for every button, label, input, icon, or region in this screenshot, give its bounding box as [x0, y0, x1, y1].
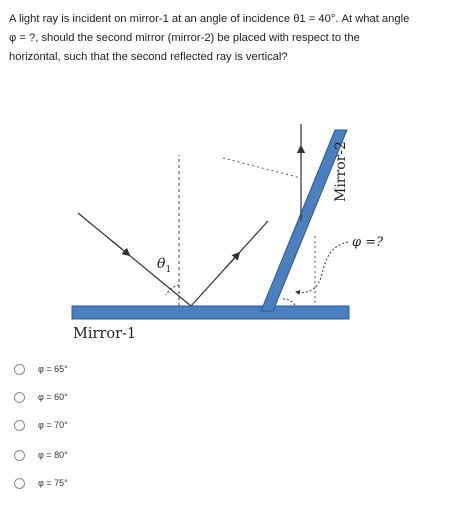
option-2-label: φ = 60°: [38, 392, 68, 402]
mirror-1: [72, 306, 349, 319]
incident-ray-arrow: [110, 239, 128, 254]
option-3[interactable]: [14, 416, 68, 434]
question-line-2: φ = ?, should the second mirror (mirror-2) be placed with respect to the: [9, 32, 360, 44]
reflected-ray-1-arrow: [225, 254, 238, 268]
question-line-3: horizontal, such that the second reflected ray is vertical?: [9, 51, 288, 63]
radio-button-icon[interactable]: [14, 478, 25, 489]
incident-ray: [78, 213, 191, 306]
phi-pointer: [297, 242, 348, 292]
option-1[interactable]: [14, 360, 68, 378]
guide-line-top: [223, 158, 301, 178]
option-2[interactable]: [14, 388, 68, 406]
option-4[interactable]: [14, 446, 68, 464]
option-5-label: φ = 75°: [38, 478, 68, 488]
option-3-label: φ = 70°: [38, 420, 68, 430]
radio-button-icon[interactable]: [14, 392, 25, 403]
option-1-label: φ = 65°: [38, 364, 68, 374]
mirror-1-label: Mirror-1: [73, 326, 137, 342]
theta-label: $\theta_1$: [157, 256, 172, 275]
option-5[interactable]: [14, 474, 68, 492]
radio-button-icon[interactable]: [14, 420, 25, 431]
mirror-2-label: Mirror-2: [333, 141, 349, 202]
radio-button-icon[interactable]: [14, 450, 25, 461]
option-4-label: φ = 80°: [38, 450, 68, 460]
radio-button-icon[interactable]: [14, 364, 25, 375]
phi-arc: [283, 299, 295, 305]
phi-label: φ =?: [352, 235, 384, 250]
question-line-1: A light ray is incident on mirror-1 at an angle of incidence θ1 = 40°. At what angle: [9, 13, 410, 25]
